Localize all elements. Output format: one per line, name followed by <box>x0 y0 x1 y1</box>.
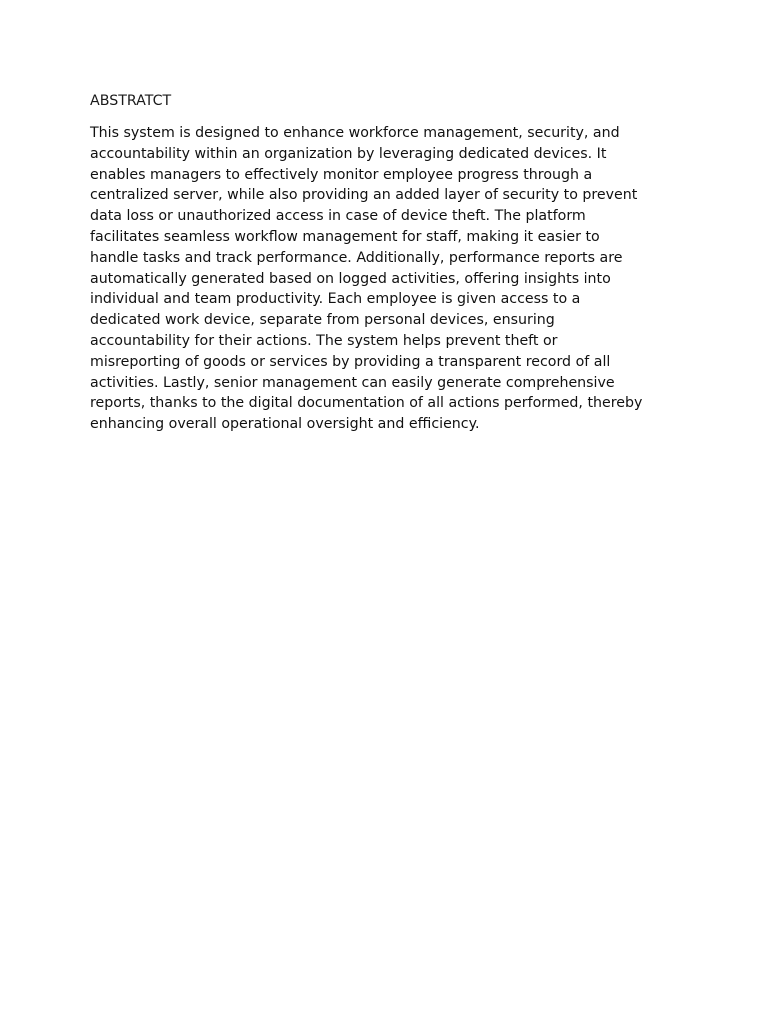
abstract-paragraph <box>90 123 690 435</box>
paragraph-line: data loss or unauthorized access in case of device theft. The platform <box>90 208 586 225</box>
paragraph-line: This system is designed to enhance workforce management, security, and <box>90 125 620 141</box>
paragraph-line: dedicated work device, separate from personal devices, ensuring <box>90 312 555 329</box>
paragraph-line: activities. Lastly, senior management can easily generate comprehensive <box>90 374 615 391</box>
abstract-heading: ABSTRATCT <box>90 93 172 109</box>
paragraph-line: accountability for their actions. The system helps prevent theft or <box>90 332 558 349</box>
paragraph-line: reports, thanks to the digital documentation of all actions performed, thereby <box>90 395 643 412</box>
paragraph-line: enhancing overall operational oversight and efficiency. <box>90 416 480 433</box>
paragraph-line: centralized server, while also providing an added layer of security to prevent <box>90 187 638 204</box>
paragraph-line: misreporting of goods or services by providing a transparent record of all <box>90 353 611 370</box>
paragraph-line: individual and team productivity. Each employee is given access to a <box>90 291 581 308</box>
paragraph-line: handle tasks and track performance. Additionally, performance reports are <box>90 249 623 266</box>
paragraph-line: accountability within an organization by leveraging dedicated devices. It <box>90 145 607 162</box>
paragraph-line: automatically generated based on logged activities, offering insights into <box>90 270 611 287</box>
paragraph-line: enables managers to effectively monitor employee progress through a <box>90 166 593 183</box>
paragraph-line: facilitates seamless workflow management for staff, making it easier to <box>90 228 600 245</box>
